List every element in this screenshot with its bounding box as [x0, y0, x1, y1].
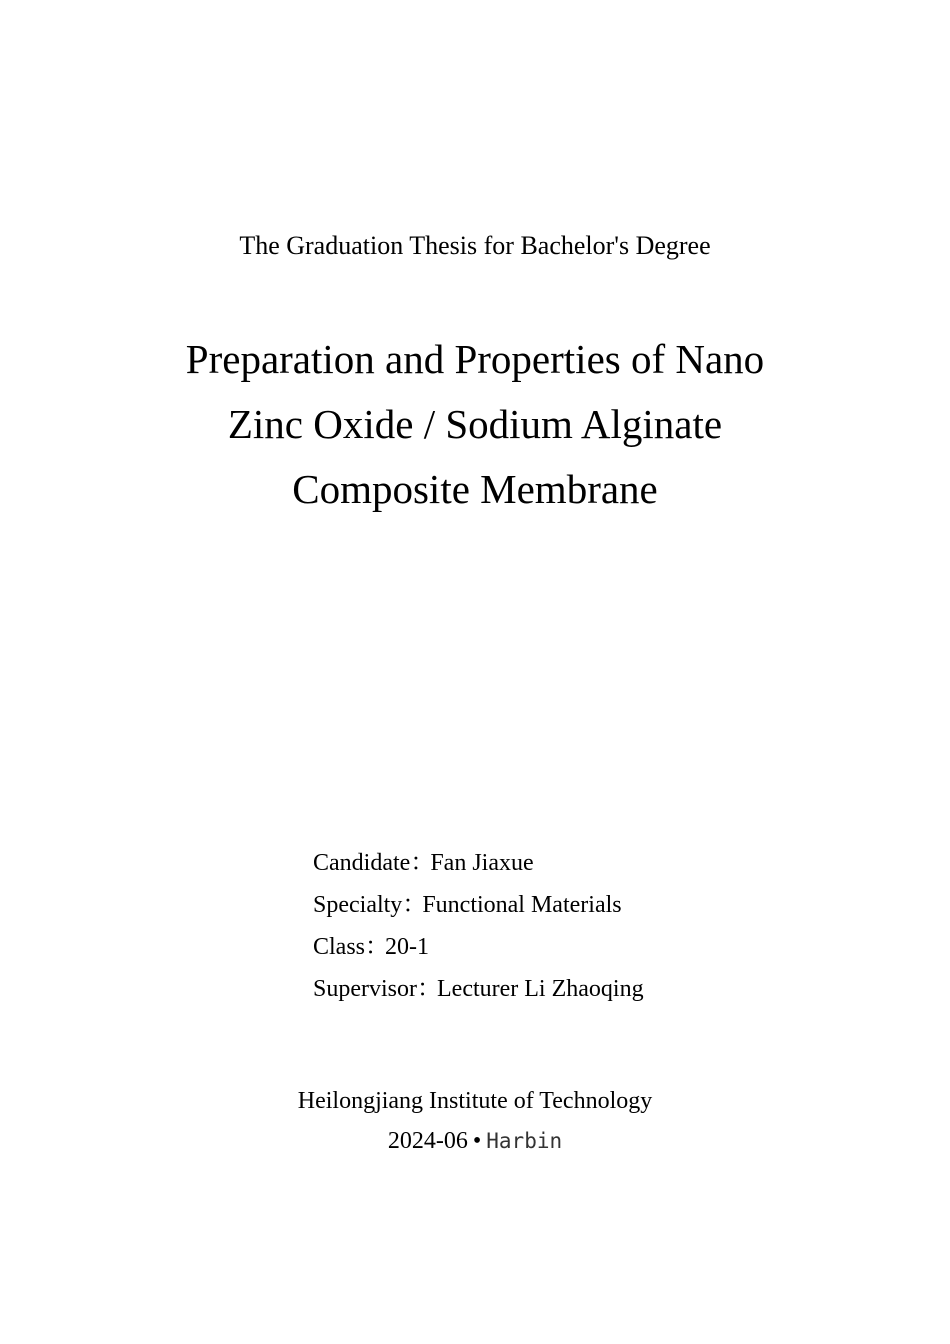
bullet-separator: •	[472, 1128, 482, 1154]
supervisor-row	[313, 968, 644, 1010]
specialty-row	[313, 884, 644, 926]
city-name: Harbin	[486, 1129, 563, 1153]
class-label: Class	[313, 934, 366, 960]
supervisor-label: Supervisor	[313, 976, 417, 1002]
specialty-separator: ：	[402, 892, 427, 918]
specialty-label: Specialty	[313, 892, 403, 918]
candidate-label: Candidate	[313, 850, 411, 876]
class-value: 20-1	[385, 934, 430, 960]
supervisor-value: Lecturer Li Zhaoqing	[437, 976, 644, 1002]
candidate-info-block	[313, 842, 644, 1010]
submission-date: 2024-06	[387, 1128, 468, 1154]
class-row	[313, 926, 644, 968]
title-line-2: Zinc Oxide / Sodium Alginate	[227, 401, 723, 447]
specialty-value: Functional Materials	[422, 892, 622, 918]
title-line-1: Preparation and Properties of Nano	[185, 336, 765, 382]
supervisor-separator: ：	[417, 976, 441, 1002]
date-place-line	[0, 1124, 950, 1158]
degree-line: The Graduation Thesis for Bachelor's Degree	[239, 231, 711, 260]
candidate-separator: ：	[410, 850, 435, 876]
title-line-3: Composite Membrane	[292, 466, 658, 512]
candidate-value: Fan Jiaxue	[430, 850, 534, 876]
thesis-title	[0, 327, 950, 522]
candidate-row	[313, 842, 644, 884]
institution-name: Heilongjiang Institute of Technology	[297, 1088, 653, 1114]
class-separator: ：	[365, 934, 390, 960]
